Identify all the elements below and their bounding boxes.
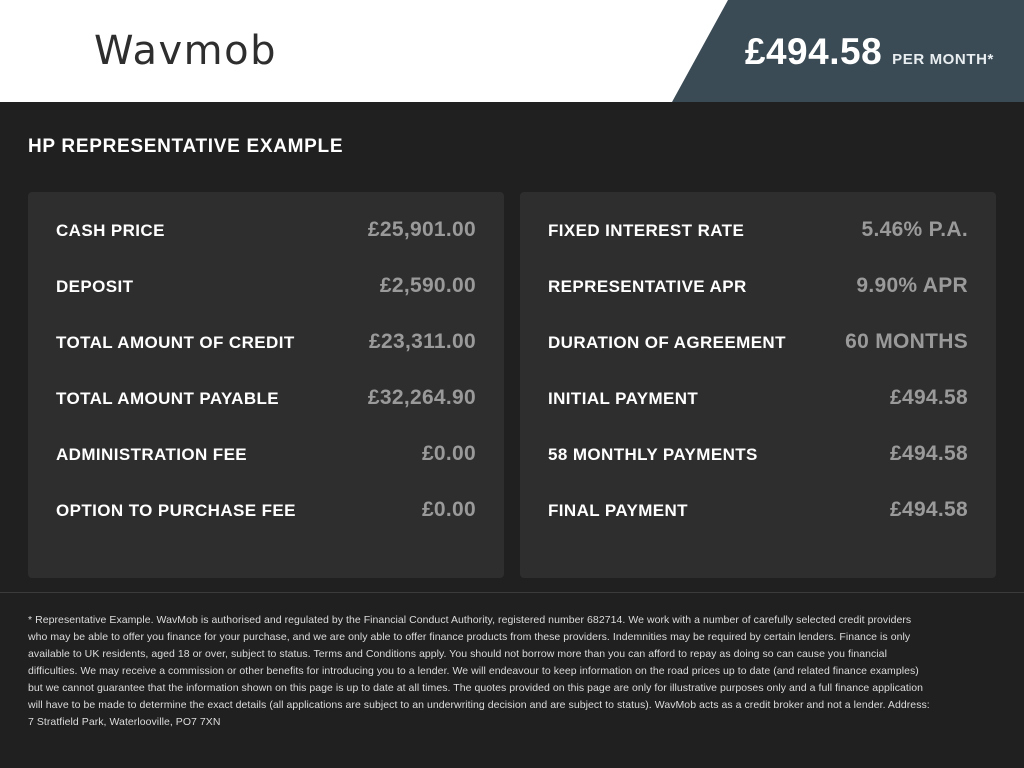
table-row (548, 442, 968, 498)
row-label: FINAL PAYMENT (548, 501, 688, 520)
row-value: 9.90% APR (856, 274, 968, 297)
row-label: TOTAL AMOUNT OF CREDIT (56, 333, 295, 352)
left-details-card (28, 192, 504, 578)
disclaimer-text: * Representative Example. WavMob is authorised and regulated by the Financial Conduct Authority, registered number 682714. We work with a number of carefully selected credit providers who may be able to offer you finance for your purchase, and we are only able to offer finance products from these providers. Indemnities may be required by certain lenders. Finance is only available to UK residents, aged 18 or over, subject to status. Terms and Conditions apply. You should not borrow more than you can afford to repay as doing so can cause you financial difficulties. We may receive a commission or other benefits for introducing you to a lender. We will endeavour to keep information on the road prices up to date (and related finance examples) but we cannot guarantee that the information shown on this page is up to date at all times. The quotes provided on this page are only for illustrative purposes only and a full finance application will have to be made to determine the exact details (all applications are subject to an underwriting decision and are subject to status). WavMob acts as a credit broker and not a lender. Address: 7 Stratfield Park, Waterlooville, PO7 7XN (28, 614, 930, 728)
row-value: £25,901.00 (367, 218, 476, 241)
row-label: INITIAL PAYMENT (548, 389, 699, 408)
monthly-price-group (745, 31, 994, 73)
page-header (0, 0, 1024, 102)
row-value: £494.58 (889, 442, 968, 465)
table-row (56, 330, 476, 386)
monthly-price-suffix: PER MONTH* (892, 51, 994, 68)
right-details-card (520, 192, 996, 578)
row-value: £23,311.00 (369, 330, 476, 353)
table-row (548, 498, 968, 554)
table-row (548, 330, 968, 386)
row-label: CASH PRICE (56, 221, 165, 240)
row-value: £0.00 (421, 442, 476, 465)
row-label: OPTION TO PURCHASE FEE (56, 501, 296, 520)
table-row (548, 274, 968, 330)
table-row (56, 442, 476, 498)
row-label: 58 MONTHLY PAYMENTS (548, 445, 758, 464)
table-row (56, 386, 476, 442)
row-label: FIXED INTEREST RATE (548, 221, 745, 240)
row-value: £494.58 (889, 498, 968, 521)
row-label: ADMINISTRATION FEE (56, 445, 248, 464)
row-label: DEPOSIT (56, 277, 134, 296)
footer-divider (0, 592, 1024, 593)
page-title: HP REPRESENTATIVE EXAMPLE (28, 136, 344, 157)
monthly-price-amount: £494.58 (744, 31, 883, 72)
row-value: 5.46% P.A. (861, 218, 968, 241)
row-value: £2,590.00 (379, 274, 476, 297)
finance-details-cards (28, 192, 996, 578)
row-label: DURATION OF AGREEMENT (548, 333, 786, 352)
table-row (548, 218, 968, 274)
brand-logo: Wavmob (94, 28, 278, 74)
row-label: REPRESENTATIVE APR (548, 277, 747, 296)
row-value: £32,264.90 (367, 386, 476, 409)
table-row (56, 218, 476, 274)
row-value: £494.58 (889, 386, 968, 409)
table-row (56, 498, 476, 554)
row-label: TOTAL AMOUNT PAYABLE (56, 389, 280, 408)
row-value: £0.00 (421, 498, 476, 521)
table-row (548, 386, 968, 442)
table-row (56, 274, 476, 330)
row-value: 60 MONTHS (845, 330, 968, 353)
